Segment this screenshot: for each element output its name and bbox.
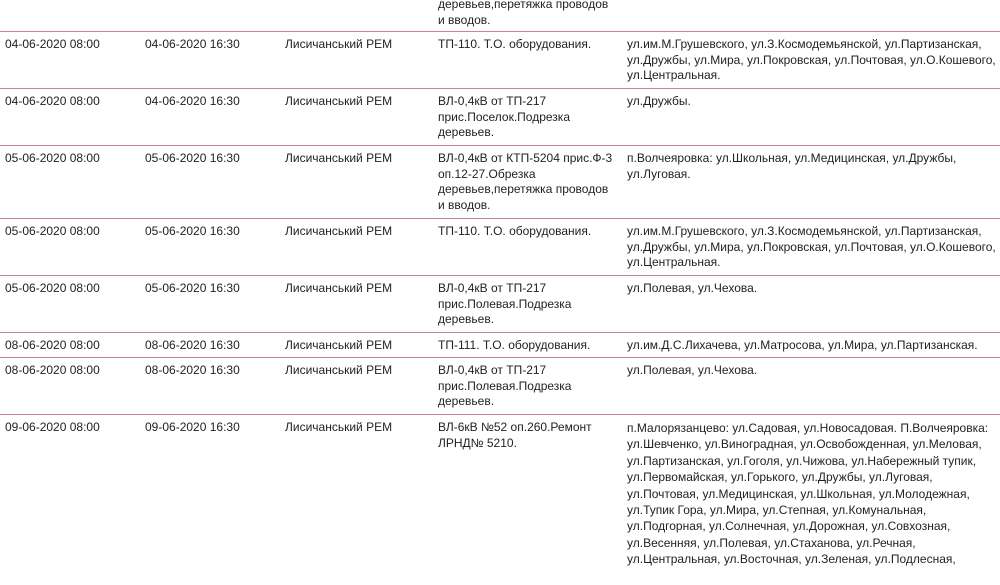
end-time-cell: 08-06-2020 16:30 — [145, 338, 240, 352]
start-time-cell: 08-06-2020 08:00 — [5, 363, 100, 377]
object-cell: ВЛ-6кВ №52 оп.260.Ремонт ЛРНД№ 5210. — [438, 420, 592, 450]
start-time-cell: 09-06-2020 08:00 — [5, 420, 100, 434]
table-row — [0, 415, 1000, 585]
object-cell: ВЛ-0,4кВ от ТП-217 прис.Поселок.Подрезка деревьев. — [438, 94, 570, 139]
addresses-cell: ул.им.М.Грушевского, ул.З.Космодемьянской, ул.Партизанская, ул.Дружбы, ул.Мира, ул.Покровская, ул.Почтовая, ул.О.Кошевого, ул.Центральная. — [627, 37, 996, 82]
object-cell: деревьев,перетяжка проводов и вводов. — [438, 0, 609, 27]
object-cell: ВЛ-0,4кВ от ТП-217 прис.Полевая.Подрезка деревьев. — [438, 363, 572, 408]
table-row — [0, 333, 1000, 358]
addresses-cell: ул.им.М.Грушевского, ул.З.Космодемьянской, ул.Партизанская, ул.Дружбы, ул.Мира, ул.Покровская, ул.Почтовая, ул.О.Кошевого, ул.Центральная. — [627, 224, 996, 269]
object-cell: ВЛ-0,4кВ от ТП-217 прис.Полевая.Подрезка деревьев. — [438, 281, 572, 326]
addresses-cell: ул.Полевая, ул.Чехова. — [627, 281, 758, 295]
object-cell: ВЛ-0,4кВ от КТП-5204 прис.Ф-3 оп.12-27.Обрезка деревьев,перетяжка проводов и вводов. — [438, 151, 613, 212]
end-time-cell: 04-06-2020 16:30 — [145, 37, 240, 51]
addresses-cell: ул.им.Д.С.Лихачева, ул.Матросова, ул.Мира, ул.Партизанская. — [627, 338, 978, 352]
object-cell: ТП-111. Т.О. оборудования. — [438, 338, 591, 352]
table-row — [0, 89, 1000, 146]
end-time-cell: 09-06-2020 16:30 — [145, 420, 240, 434]
table-row — [0, 146, 1000, 219]
res-cell: Лисичанський РЕМ — [285, 338, 393, 352]
res-cell: Лисичанський РЕМ — [285, 224, 393, 238]
end-time-cell: 08-06-2020 16:30 — [145, 363, 240, 377]
table-row — [0, 219, 1000, 276]
start-time-cell: 04-06-2020 08:00 — [5, 37, 100, 51]
res-cell: Лисичанський РЕМ — [285, 94, 393, 108]
table-row — [0, 358, 1000, 415]
res-cell: Лисичанський РЕМ — [285, 37, 393, 51]
start-time-cell: 05-06-2020 08:00 — [5, 281, 100, 295]
addresses-cell: п.Малорязанцево: ул.Садовая, ул.Новосадовая. П.Волчеяровка: ул.Шевченко, ул.Виноградная, ул.Освобожденная, ул.Меловая, ул.Партизанская, ул.Гоголя, ул.Чижова, ул.Набережный тупик, ул.Первомайская, ул.Горького, ул.Дружбы, ул.Луговая, ул.Почтовая, ул.Медицинская, ул.Школьная, ул.Молодежная, ул.Тупик Гора, ул.Мира, ул.Степная, ул.Комунальная, ул.Подгорная, ул.Солнечная, ул.Дорожная, ул.Совхозная, ул.Весенняя, ул.Полевая, ул.Стаханова, ул.Речная, ул.Центральная, ул.Восточная, ул.Зеленая, ул.Подлесная, — [627, 421, 989, 567]
start-time-cell: 05-06-2020 08:00 — [5, 224, 100, 238]
res-cell: Лисичанський РЕМ — [285, 420, 393, 434]
end-time-cell: 04-06-2020 16:30 — [145, 94, 240, 108]
table-row — [0, 0, 1000, 32]
end-time-cell: 05-06-2020 16:30 — [145, 151, 240, 165]
res-cell: Лисичанський РЕМ — [285, 151, 393, 165]
end-time-cell: 05-06-2020 16:30 — [145, 281, 240, 295]
start-time-cell: 04-06-2020 08:00 — [5, 94, 100, 108]
res-cell: Лисичанський РЕМ — [285, 281, 393, 295]
table-row — [0, 32, 1000, 89]
addresses-cell: п.Волчеяровка: ул.Школьная, ул.Медицинская, ул.Дружбы, ул.Луговая. — [627, 151, 957, 181]
table-row — [0, 276, 1000, 333]
end-time-cell: 05-06-2020 16:30 — [145, 224, 240, 238]
addresses-cell: ул.Дружбы. — [627, 94, 691, 108]
start-time-cell: 08-06-2020 08:00 — [5, 338, 100, 352]
start-time-cell: 05-06-2020 08:00 — [5, 151, 100, 165]
object-cell: ТП-110. Т.О. оборудования. — [438, 37, 592, 51]
object-cell: ТП-110. Т.О. оборудования. — [438, 224, 592, 238]
addresses-cell: ул.Полевая, ул.Чехова. — [627, 363, 758, 377]
res-cell: Лисичанський РЕМ — [285, 363, 393, 377]
